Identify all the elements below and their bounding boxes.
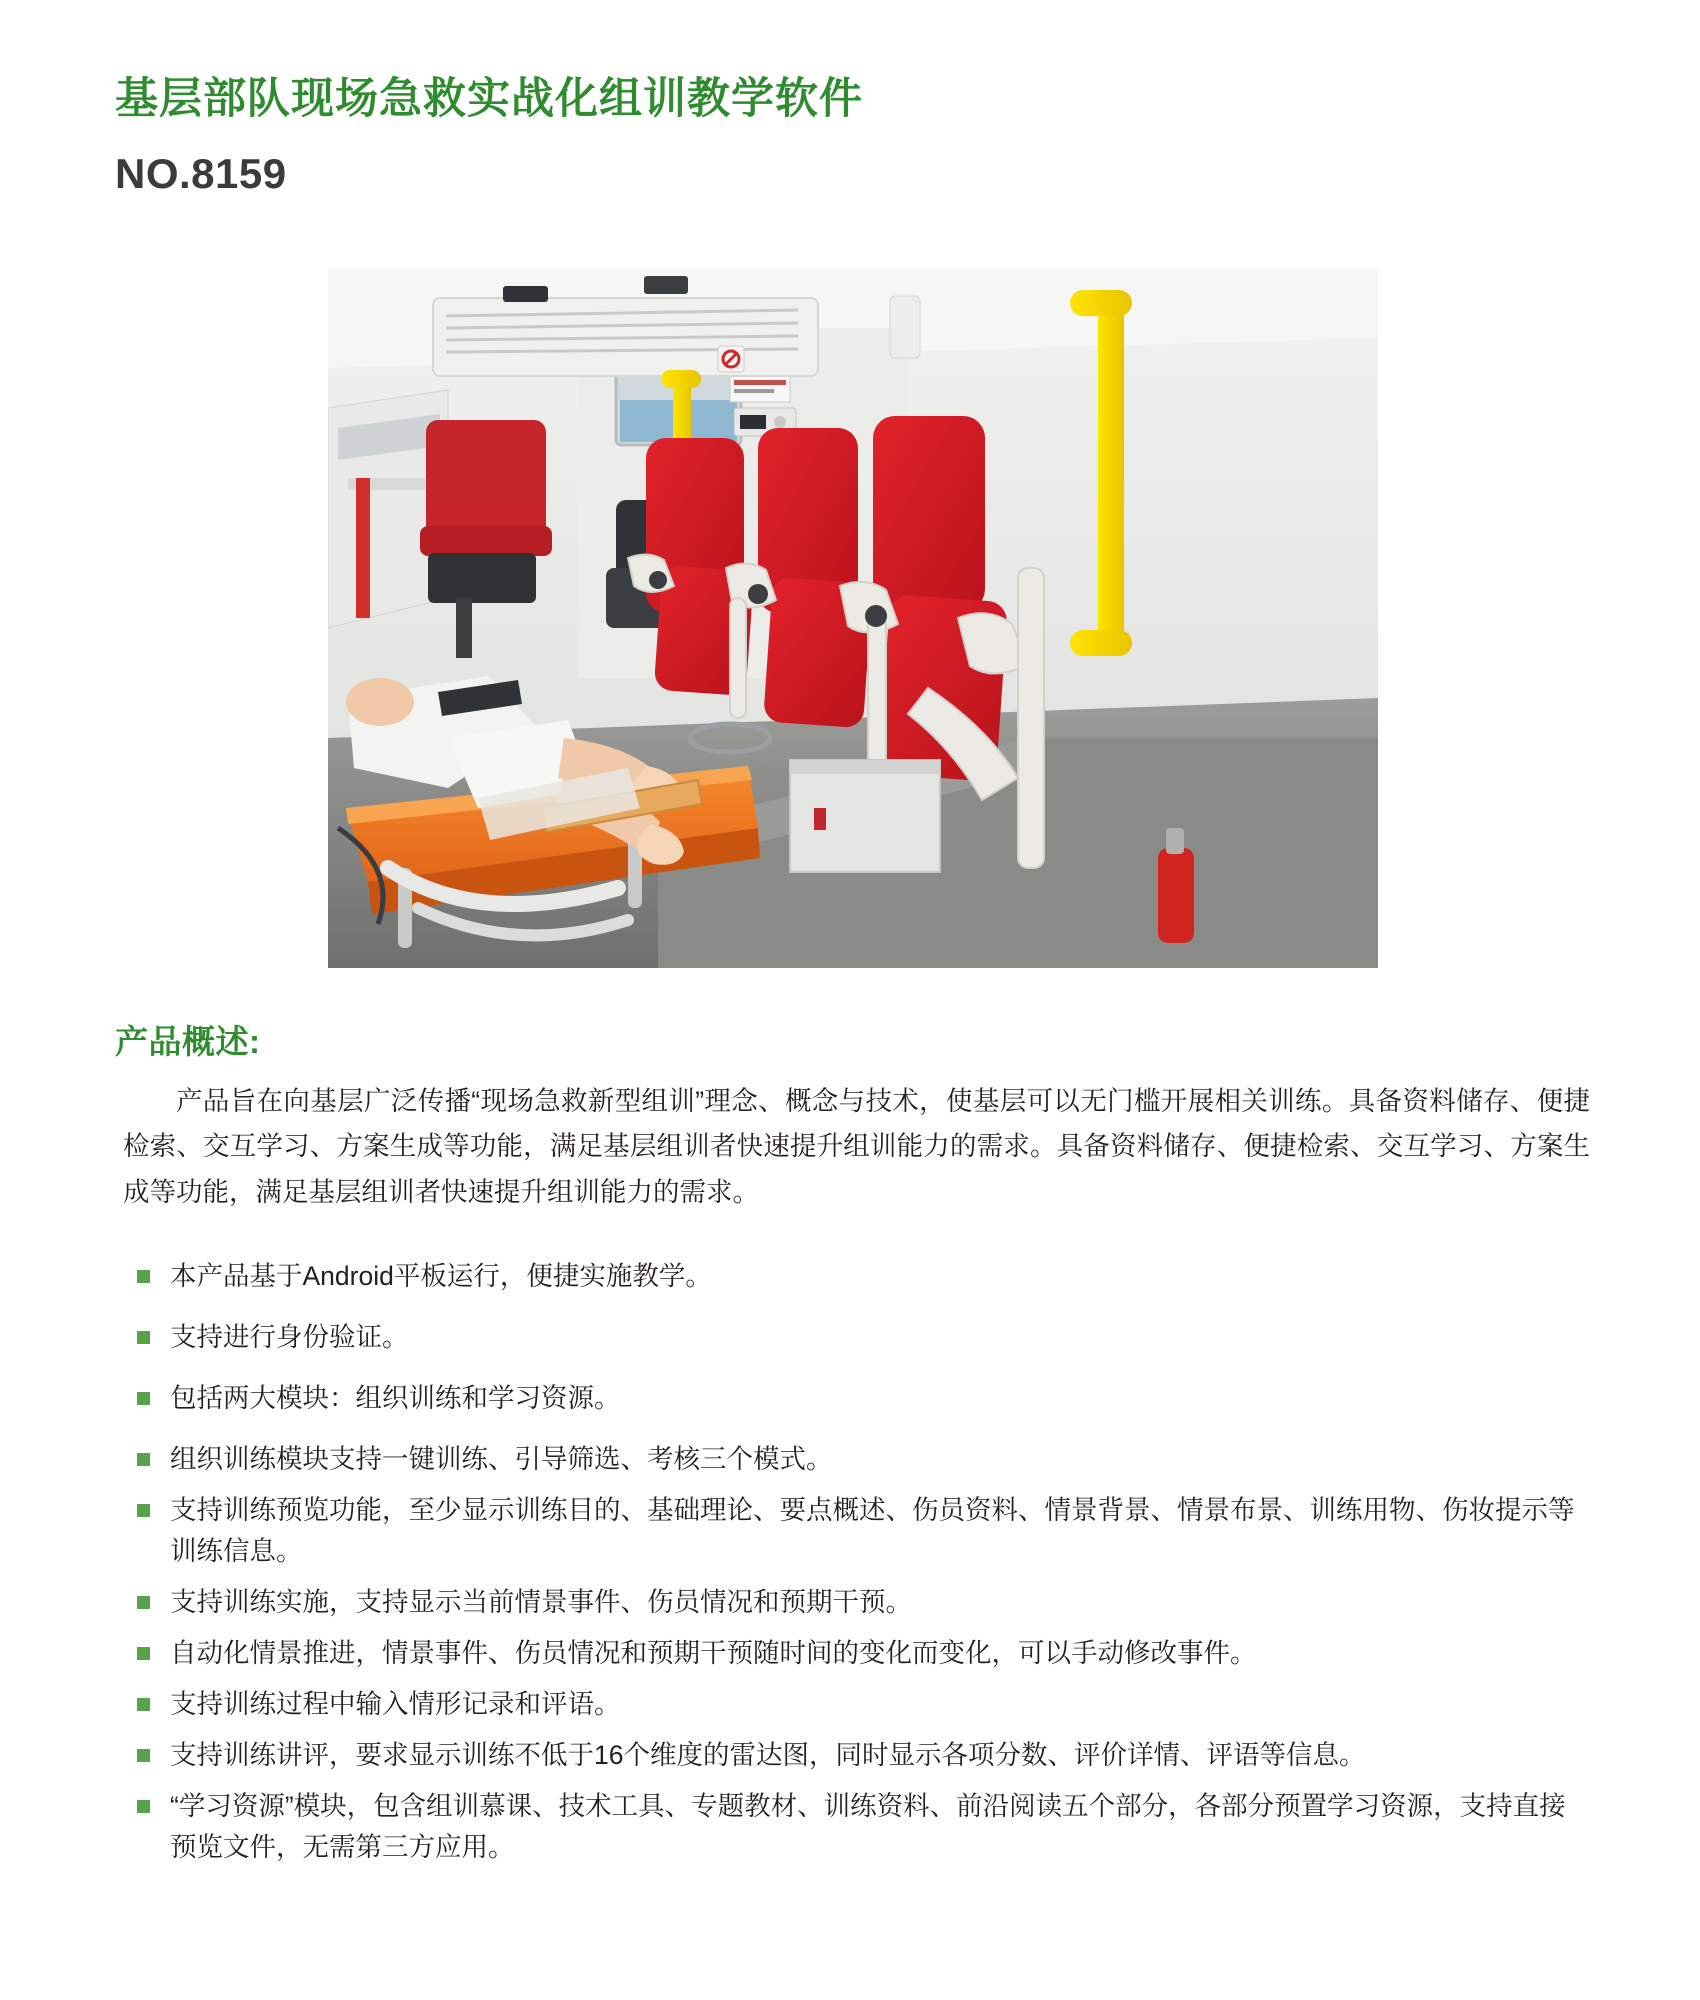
bullet-square-icon [137, 1800, 150, 1813]
list-item [115, 1582, 1590, 1623]
feature-text: 支持训练过程中输入情形记录和评语。 [170, 1689, 621, 1720]
list-item [115, 1256, 1590, 1297]
feature-text: 支持进行身份验证。 [170, 1321, 409, 1352]
feature-text: 本产品基于Android平板运行，便捷实施教学。 [170, 1260, 712, 1291]
list-item [115, 1490, 1590, 1572]
bullet-square-icon [137, 1647, 150, 1660]
ambulance-interior-photo [328, 268, 1378, 968]
list-item [115, 1633, 1590, 1674]
feature-text: 组织训练模块支持一键训练、引导筛选、考核三个模式。 [170, 1443, 833, 1474]
feature-list [115, 1256, 1590, 1869]
feature-text: 自动化情景推进，情景事件、伤员情况和预期干预随时间的变化而变化，可以手动修改事件。 [170, 1638, 1257, 1669]
bullet-square-icon [137, 1749, 150, 1762]
bullet-square-icon [137, 1504, 150, 1517]
bullet-square-icon [137, 1596, 150, 1609]
bullet-square-icon [137, 1270, 150, 1283]
list-item [115, 1786, 1590, 1868]
bullet-square-icon [137, 1453, 150, 1466]
product-number: NO.8159 [115, 149, 287, 197]
feature-text: 支持训练讲评，要求显示训练不低于16个维度的雷达图，同时显示各项分数、评价详情、评语等信息。 [170, 1740, 1366, 1771]
list-item [115, 1317, 1590, 1358]
overview-paragraph: 产品旨在向基层广泛传播“现场急救新型组训”理念、概念与技术，使基层可以无门槛开展相关训练。具备资料储存、便捷检索、交互学习、方案生成等功能，满足基层组训者快速提升组训能力的需求。具备资料储存、便捷检索、交互学习、方案生成等功能，满足基层组训者快速提升组训能力的需求。 [123, 1085, 1590, 1208]
list-item [115, 1684, 1590, 1725]
bullet-square-icon [137, 1392, 150, 1405]
feature-text: 支持训练预览功能，至少显示训练目的、基础理论、要点概述、伤员资料、情景背景、情景布景、训练用物、伤妆提示等训练信息。 [170, 1494, 1575, 1566]
bullet-square-icon [137, 1331, 150, 1344]
bullet-square-icon [137, 1698, 150, 1711]
page-title: 基层部队现场急救实战化组训教学软件 [115, 75, 863, 123]
list-item [115, 1378, 1590, 1419]
product-photo [328, 268, 1378, 968]
list-item [115, 1439, 1590, 1480]
feature-text: 包括两大模块：组织训练和学习资源。 [170, 1382, 621, 1413]
feature-text: “学习资源”模块，包含组训慕课、技术工具、专题教材、训练资料、前沿阅读五个部分，各部分预置学习资源，支持直接预览文件，无需第三方应用。 [170, 1791, 1566, 1863]
feature-text: 支持训练实施，支持显示当前情景事件、伤员情况和预期干预。 [170, 1587, 912, 1617]
list-item [115, 1735, 1590, 1776]
overview-heading: 产品概述: [115, 1022, 261, 1060]
